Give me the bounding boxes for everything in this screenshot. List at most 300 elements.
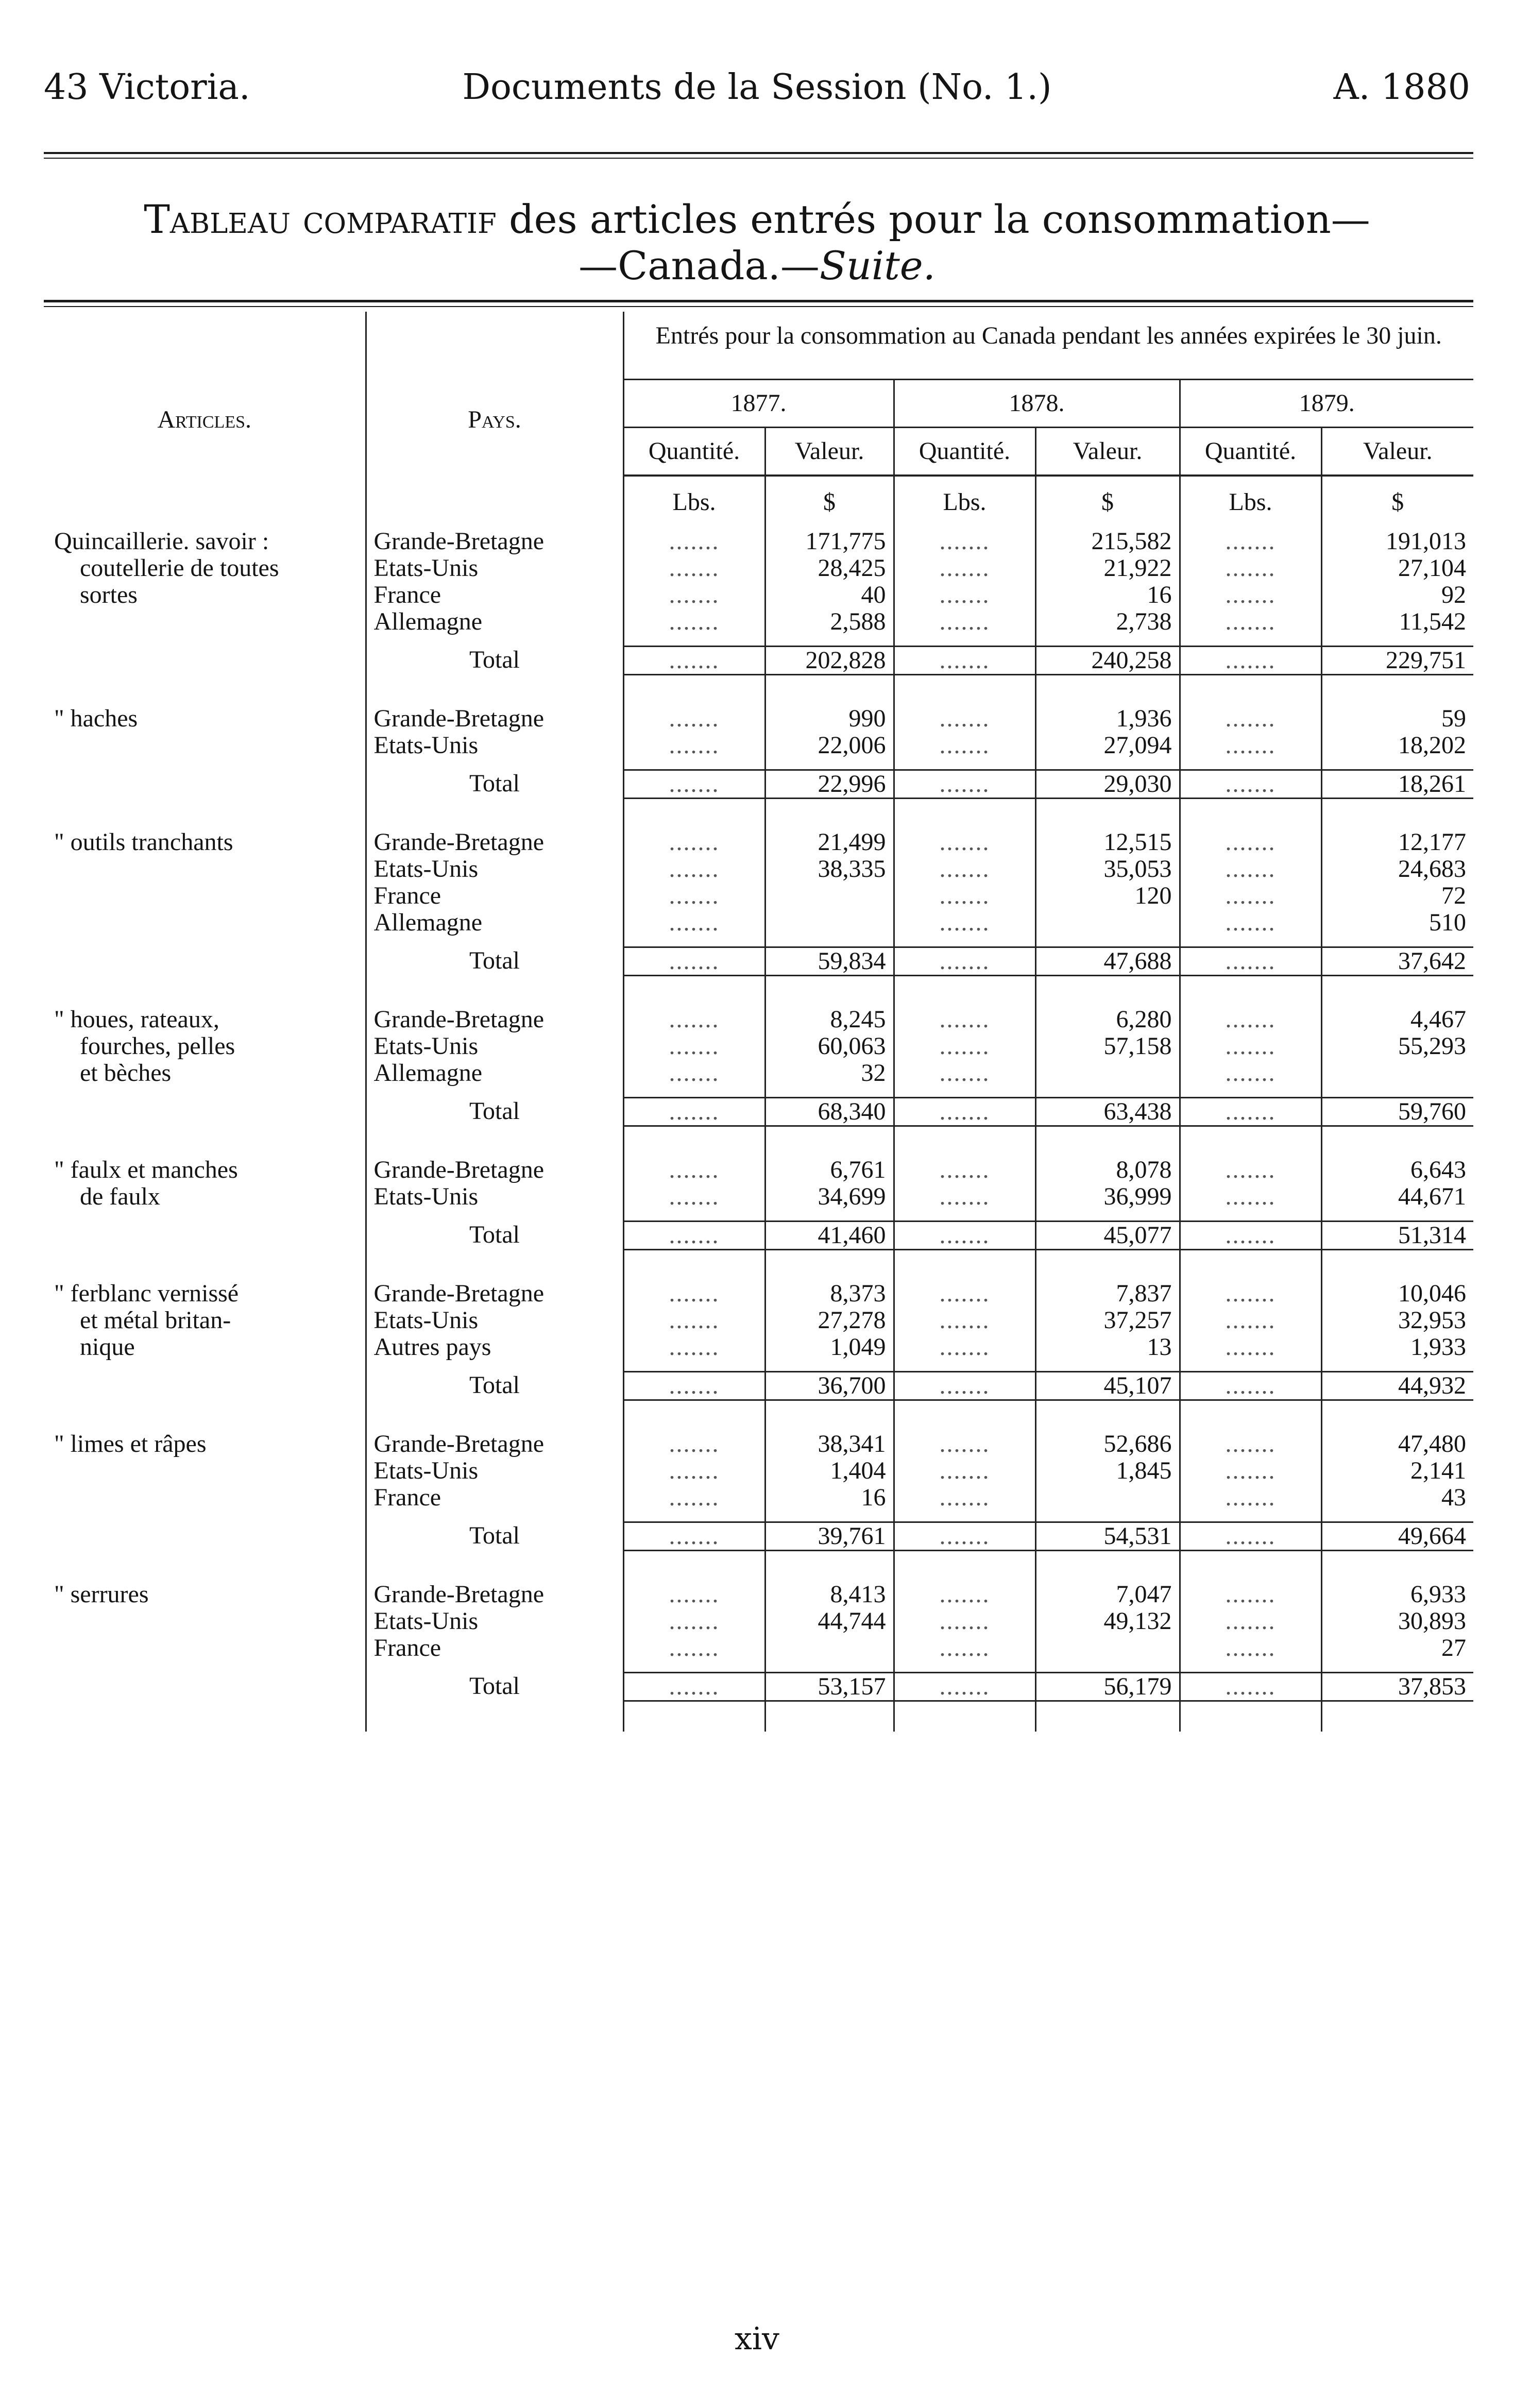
- value-1877: 32: [765, 1060, 894, 1087]
- country-label: France: [366, 1635, 623, 1661]
- spacer-cell: [366, 1400, 623, 1431]
- value-1879: 11,542: [1399, 608, 1467, 635]
- spacer-cell: [765, 936, 894, 947]
- spacer-cell: [1180, 1210, 1321, 1222]
- quantity-cell: .......: [623, 829, 765, 856]
- spacer-cell: [1035, 976, 1180, 1007]
- total-1878: 47,688: [1035, 947, 1180, 976]
- spacer-row: [44, 759, 1473, 770]
- spacer-cell: [44, 1511, 366, 1522]
- unit-lbs-1879: Lbs.: [1180, 476, 1321, 528]
- spacer-cell: [44, 799, 366, 829]
- spacer-cell: [894, 976, 1035, 1007]
- value-1878: 36,999: [1035, 1183, 1180, 1210]
- article-label: fourches, pelles: [44, 1033, 366, 1060]
- table-row: [44, 829, 1473, 856]
- spacer-row: [44, 1087, 1473, 1098]
- total-label: Total: [366, 1522, 623, 1551]
- spacer-cell: [366, 936, 623, 947]
- value-1879: 12,177: [1398, 829, 1467, 856]
- header-year: A. 1880: [1333, 67, 1470, 108]
- spacer-cell: [1321, 759, 1473, 770]
- spacer-cell: [894, 1361, 1035, 1372]
- spacer-cell: [1180, 1087, 1321, 1098]
- total-1878: 45,107: [1035, 1372, 1180, 1400]
- value-1877: [765, 883, 894, 909]
- spacer-cell: [894, 1400, 1035, 1431]
- table-row: [44, 1431, 1473, 1457]
- value-1878: 35,053: [1035, 856, 1180, 883]
- quantity-cell: .......: [894, 1060, 1035, 1087]
- spacer-cell: [44, 1210, 366, 1222]
- article-label: " haches: [44, 705, 366, 732]
- total-1879: 44,932: [1321, 1372, 1473, 1400]
- spacer-cell: [765, 976, 894, 1007]
- spacer-cell: [1035, 1361, 1180, 1372]
- spacer-cell: [1180, 936, 1321, 947]
- total-1877: 68,340: [765, 1098, 894, 1126]
- value-1878: 7,047: [1035, 1581, 1180, 1608]
- spacer-cell: [623, 1701, 765, 1732]
- article-label: coutellerie de toutes: [44, 555, 366, 582]
- quantity-cell: .......: [894, 1522, 1035, 1551]
- spacer-cell: [894, 799, 1035, 829]
- value-1878: 1,845: [1035, 1457, 1180, 1484]
- article-label: sortes: [44, 582, 366, 608]
- total-label: Total: [366, 1098, 623, 1126]
- article-label: nique: [44, 1334, 366, 1361]
- spacer-cell: [44, 976, 366, 1007]
- spacer-cell: [1180, 759, 1321, 770]
- table-row: [44, 732, 1473, 759]
- article-blank: [44, 1635, 366, 1661]
- value-1879: 10,046: [1398, 1280, 1467, 1307]
- spacer-cell: [1180, 1551, 1321, 1582]
- spacer-cell: [894, 1701, 1035, 1732]
- quantity-cell: .......: [623, 1431, 765, 1457]
- value-1877: [765, 909, 894, 936]
- quantity-cell: .......: [1180, 829, 1321, 856]
- spacer-cell: [765, 1210, 894, 1222]
- title-rest: des articles entrés pour la consommation—: [508, 196, 1370, 242]
- unit-lbs-1877: Lbs.: [623, 476, 765, 528]
- article-label: " faulx et manches: [44, 1157, 366, 1183]
- quantity-cell: .......: [894, 909, 1035, 936]
- value-1877: 1,049: [765, 1334, 894, 1361]
- spacer-row: [44, 936, 1473, 947]
- spacer-cell: [1035, 1661, 1180, 1673]
- quantity-cell: .......: [1180, 555, 1321, 582]
- spacer-cell: [623, 635, 765, 647]
- total-1878: 45,077: [1035, 1222, 1180, 1250]
- header-document-title: Documents de la Session (No. 1.): [462, 67, 1052, 108]
- quantity-cell: .......: [1180, 1098, 1321, 1126]
- spacer-row: [44, 799, 1473, 829]
- spacer-cell: [1321, 675, 1473, 706]
- quantity-cell: .......: [1180, 647, 1321, 675]
- spacer-cell: [1321, 635, 1473, 647]
- quantity-cell: .......: [623, 1581, 765, 1608]
- table-row: [44, 1334, 1473, 1361]
- spacer-cell: [623, 1400, 765, 1431]
- table-body: [44, 528, 1473, 1732]
- quantity-cell: .......: [1180, 1033, 1321, 1060]
- spacer-cell: [765, 1400, 894, 1431]
- total-1877: 53,157: [765, 1673, 894, 1701]
- quantity-cell: .......: [1180, 1183, 1321, 1210]
- spacer-cell: [1180, 1661, 1321, 1673]
- table-row: [44, 608, 1473, 635]
- spacer-cell: [366, 1701, 623, 1732]
- spacer-row: [44, 1210, 1473, 1222]
- quantity-cell: .......: [894, 1457, 1035, 1484]
- total-row: [44, 1673, 1473, 1701]
- value-1879: 4,467: [1410, 1006, 1467, 1033]
- article-blank: [44, 1457, 366, 1484]
- quantity-cell: .......: [623, 1372, 765, 1400]
- spacer-cell: [366, 675, 623, 706]
- spacer-cell: [623, 799, 765, 829]
- value-1878: 21,922: [1035, 555, 1180, 582]
- spacer-cell: [1321, 1087, 1473, 1098]
- country-label: Etats-Unis: [366, 1457, 623, 1484]
- spacer-cell: [765, 635, 894, 647]
- spacer-cell: [894, 675, 1035, 706]
- quantity-cell: .......: [894, 1635, 1035, 1661]
- spacer-cell: [1180, 976, 1321, 1007]
- quantity-cell: .......: [1180, 732, 1321, 759]
- spacer-cell: [366, 799, 623, 829]
- quantity-cell: .......: [1180, 1635, 1321, 1661]
- quantity-cell: .......: [894, 947, 1035, 976]
- quantity-cell: .......: [894, 883, 1035, 909]
- spacer-cell: [44, 1361, 366, 1372]
- country-label: Etats-Unis: [366, 555, 623, 582]
- value-1878: 52,686: [1035, 1431, 1180, 1457]
- spacer-cell: [366, 759, 623, 770]
- quantity-cell: .......: [623, 1060, 765, 1087]
- value-1878: 16: [1035, 582, 1180, 608]
- spacer-cell: [1035, 675, 1180, 706]
- spacer-cell: [765, 799, 894, 829]
- table-row: [44, 1581, 1473, 1608]
- quantity-cell: .......: [1180, 1522, 1321, 1551]
- article-label: " limes et râpes: [44, 1431, 366, 1457]
- total-row: [44, 1372, 1473, 1400]
- spacer-cell: [623, 1511, 765, 1522]
- country-label: France: [366, 1484, 623, 1511]
- quantity-cell: .......: [1180, 1307, 1321, 1334]
- spacer-cell: [1180, 1250, 1321, 1281]
- spacer-cell: [623, 1361, 765, 1372]
- country-label: Autres pays: [366, 1334, 623, 1361]
- article-label: " ferblanc vernissé: [44, 1280, 366, 1307]
- value-1877: 40: [765, 582, 894, 608]
- value-1877: 21,499: [765, 829, 894, 856]
- total-1879: 18,261: [1321, 770, 1473, 799]
- quantity-cell: .......: [894, 1372, 1035, 1400]
- quantity-cell: .......: [894, 1673, 1035, 1701]
- spacer-cell: [44, 1661, 366, 1673]
- year-1878: 1878.: [894, 380, 1180, 428]
- table-row: [44, 1484, 1473, 1511]
- quantity-cell: .......: [894, 1581, 1035, 1608]
- quantity-cell: .......: [894, 856, 1035, 883]
- subtitle-text: —Canada.—: [579, 243, 820, 289]
- quantity-cell: .......: [1180, 770, 1321, 799]
- spacer-cell: [765, 1361, 894, 1372]
- spacer-cell: [1321, 1551, 1473, 1582]
- spacer-cell: [366, 976, 623, 1007]
- spacer-cell: [44, 1126, 366, 1157]
- sub-quantite-1877: Quantité.: [623, 428, 765, 476]
- spacer-cell: [1321, 1400, 1473, 1431]
- sub-quantite-1879: Quantité.: [1180, 428, 1321, 476]
- quantity-cell: .......: [623, 608, 765, 635]
- quantity-cell: .......: [1180, 1581, 1321, 1608]
- spacer-cell: [44, 1551, 366, 1582]
- spacer-cell: [765, 1511, 894, 1522]
- quantity-cell: .......: [623, 909, 765, 936]
- total-1877: 202,828: [765, 647, 894, 675]
- total-1879: 229,751: [1321, 647, 1473, 675]
- country-label: France: [366, 883, 623, 909]
- spacer-cell: [765, 1661, 894, 1673]
- quantity-cell: .......: [623, 528, 765, 555]
- value-1879: 6,643: [1410, 1157, 1467, 1183]
- year-1877: 1877.: [623, 380, 894, 428]
- total-1877: 39,761: [765, 1522, 894, 1551]
- spacer-cell: [44, 936, 366, 947]
- spacer-cell: [1180, 799, 1321, 829]
- quantity-cell: .......: [1180, 1484, 1321, 1511]
- quantity-cell: .......: [623, 1098, 765, 1126]
- page-title: [0, 196, 1514, 243]
- spacer-cell: [623, 759, 765, 770]
- article-blank: [44, 1522, 366, 1551]
- quantity-cell: .......: [1180, 1431, 1321, 1457]
- total-label: Total: [366, 1673, 623, 1701]
- value-1877: 27,278: [765, 1307, 894, 1334]
- quantity-cell: .......: [894, 1484, 1035, 1511]
- spacer-cell: [1035, 1087, 1180, 1098]
- spacer-cell: [1180, 1126, 1321, 1157]
- value-1878: 215,582: [1035, 528, 1180, 555]
- value-1878: 12,515: [1035, 829, 1180, 856]
- spacer-cell: [765, 759, 894, 770]
- spacer-cell: [1035, 799, 1180, 829]
- spacer-row: [44, 675, 1473, 706]
- spacer-cell: [894, 759, 1035, 770]
- subtitle-italic: Suite.: [819, 243, 935, 289]
- quantity-cell: .......: [623, 1280, 765, 1307]
- total-label: Total: [366, 1372, 623, 1400]
- spacer-cell: [765, 1250, 894, 1281]
- spacer-cell: [366, 1126, 623, 1157]
- spacer-cell: [623, 1551, 765, 1582]
- quantity-cell: .......: [894, 770, 1035, 799]
- spacer-cell: [765, 1126, 894, 1157]
- country-label: Etats-Unis: [366, 732, 623, 759]
- spacer-cell: [1321, 1250, 1473, 1281]
- country-label: Grande-Bretagne: [366, 1157, 623, 1183]
- spacer-cell: [1321, 799, 1473, 829]
- quantity-cell: .......: [623, 947, 765, 976]
- table-row: [44, 1457, 1473, 1484]
- spacer-cell: [1035, 759, 1180, 770]
- value-1879: 30,893: [1398, 1608, 1467, 1635]
- value-1878: 49,132: [1035, 1608, 1180, 1635]
- quantity-cell: .......: [1180, 909, 1321, 936]
- quantity-cell: .......: [623, 1307, 765, 1334]
- table-row: [44, 909, 1473, 936]
- value-1877: 60,063: [765, 1033, 894, 1060]
- table-row: [44, 856, 1473, 883]
- total-1879: 37,853: [1321, 1673, 1473, 1701]
- country-label: Allemagne: [366, 909, 623, 936]
- country-label: Grande-Bretagne: [366, 1581, 623, 1608]
- article-label: de faulx: [44, 1183, 366, 1210]
- spacer-row: [44, 1511, 1473, 1522]
- spacer-cell: [894, 1661, 1035, 1673]
- spacer-cell: [366, 1210, 623, 1222]
- value-1878: 6,280: [1035, 1006, 1180, 1033]
- article-blank: [44, 1222, 366, 1250]
- value-1877: 171,775: [765, 528, 894, 555]
- value-1879: 59: [1441, 705, 1467, 732]
- quantity-cell: .......: [894, 647, 1035, 675]
- table-row: [44, 1307, 1473, 1334]
- quantity-cell: .......: [623, 1484, 765, 1511]
- spacer-cell: [44, 1400, 366, 1431]
- quantity-cell: .......: [894, 1334, 1035, 1361]
- spacer-cell: [623, 1250, 765, 1281]
- quantity-cell: .......: [894, 705, 1035, 732]
- value-1878: 27,094: [1035, 732, 1180, 759]
- spacer-cell: [1035, 1400, 1180, 1431]
- quantity-cell: .......: [623, 1006, 765, 1033]
- value-1879: [1321, 1060, 1473, 1087]
- spacer-cell: [1180, 635, 1321, 647]
- article-blank: [44, 1098, 366, 1126]
- country-label: France: [366, 582, 623, 608]
- quantity-cell: .......: [1180, 1157, 1321, 1183]
- quantity-cell: .......: [623, 770, 765, 799]
- quantity-cell: .......: [1180, 856, 1321, 883]
- spacer-row: [44, 976, 1473, 1007]
- value-1879: 43: [1441, 1484, 1467, 1511]
- quantity-cell: .......: [623, 1183, 765, 1210]
- country-label: Grande-Bretagne: [366, 705, 623, 732]
- spacer-cell: [765, 1701, 894, 1732]
- quantity-cell: .......: [623, 1522, 765, 1551]
- value-1877: 38,341: [765, 1431, 894, 1457]
- quantity-cell: .......: [1180, 947, 1321, 976]
- total-1878: 63,438: [1035, 1098, 1180, 1126]
- spacer-cell: [1035, 936, 1180, 947]
- spacer-cell: [44, 1701, 366, 1732]
- country-label: Etats-Unis: [366, 1608, 623, 1635]
- spacer-cell: [894, 936, 1035, 947]
- spacer-cell: [894, 1511, 1035, 1522]
- value-1877: 8,373: [765, 1280, 894, 1307]
- total-1877: 41,460: [765, 1222, 894, 1250]
- spacer-cell: [894, 1126, 1035, 1157]
- spacer-cell: [366, 1250, 623, 1281]
- value-1878: 57,158: [1035, 1033, 1180, 1060]
- spacer-cell: [1321, 1511, 1473, 1522]
- table-row: [44, 1635, 1473, 1661]
- article-blank: [44, 1608, 366, 1635]
- value-1877: 8,413: [765, 1581, 894, 1608]
- total-1879: 49,664: [1321, 1522, 1473, 1551]
- value-1877: 990: [765, 705, 894, 732]
- value-1878: 1,936: [1035, 705, 1180, 732]
- quantity-cell: .......: [894, 1307, 1035, 1334]
- value-1878: [1035, 1060, 1180, 1087]
- article-blank: [44, 1673, 366, 1701]
- quantity-cell: .......: [623, 1334, 765, 1361]
- table-row: [44, 528, 1473, 555]
- article-label: " outils tranchants: [44, 829, 366, 856]
- country-label: Grande-Bretagne: [366, 1006, 623, 1033]
- total-row: [44, 647, 1473, 675]
- total-label: Total: [366, 647, 623, 675]
- spacer-cell: [1180, 1400, 1321, 1431]
- col-group-header: Entrés pour la consommation au Canada pendant les années expirées le 30 juin.: [623, 312, 1473, 380]
- total-1877: 36,700: [765, 1372, 894, 1400]
- page-subtitle: [0, 242, 1514, 290]
- value-1878: 37,257: [1035, 1307, 1180, 1334]
- spacer-row: [44, 1250, 1473, 1281]
- spacer-cell: [44, 675, 366, 706]
- value-1878: 8,078: [1035, 1157, 1180, 1183]
- spacer-cell: [1180, 1511, 1321, 1522]
- value-1877: 22,006: [765, 732, 894, 759]
- quantity-cell: .......: [623, 1673, 765, 1701]
- value-1878: [1035, 1484, 1180, 1511]
- quantity-cell: .......: [1180, 1222, 1321, 1250]
- quantity-cell: .......: [1180, 1334, 1321, 1361]
- value-1879: 1,933: [1410, 1334, 1467, 1361]
- country-label: Grande-Bretagne: [366, 1280, 623, 1307]
- total-label: Total: [366, 947, 623, 976]
- quantity-cell: .......: [894, 1157, 1035, 1183]
- value-1878: 7,837: [1035, 1280, 1180, 1307]
- article-blank: [44, 647, 366, 675]
- country-label: Allemagne: [366, 1060, 623, 1087]
- spacer-row: [44, 1126, 1473, 1157]
- article-label: " houes, rateaux,: [44, 1006, 366, 1033]
- spacer-row: [44, 1551, 1473, 1582]
- quantity-cell: .......: [894, 1098, 1035, 1126]
- spacer-cell: [1321, 1701, 1473, 1732]
- spacer-cell: [894, 1087, 1035, 1098]
- value-1879: 510: [1429, 909, 1467, 936]
- quantity-cell: .......: [623, 732, 765, 759]
- table-row: [44, 1280, 1473, 1307]
- table-row: [44, 1006, 1473, 1033]
- value-1879: 72: [1441, 883, 1467, 909]
- value-1879: 6,933: [1410, 1581, 1467, 1608]
- quantity-cell: .......: [1180, 705, 1321, 732]
- spacer-cell: [44, 1250, 366, 1281]
- unit-lbs-1878: Lbs.: [894, 476, 1035, 528]
- unit-dollar-1879: $: [1391, 488, 1404, 516]
- value-1877: 38,335: [765, 856, 894, 883]
- spacer-cell: [366, 1087, 623, 1098]
- value-1878: [1035, 1635, 1180, 1661]
